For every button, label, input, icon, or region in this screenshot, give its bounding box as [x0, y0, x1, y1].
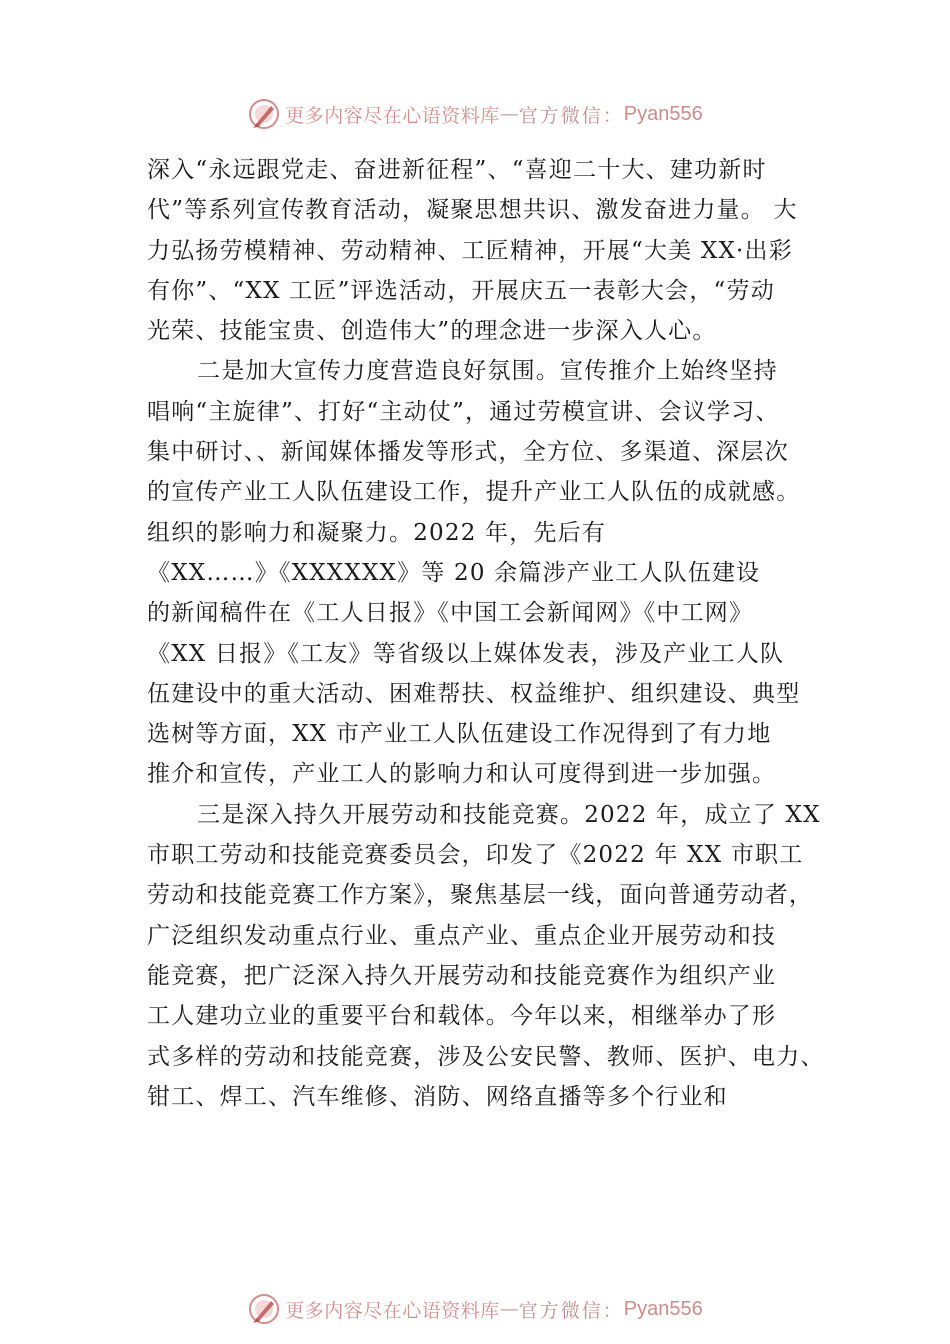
text-line: 力弘扬劳模精神、劳动精神、工匠精神，开展“大美 XX·出彩	[147, 237, 793, 264]
pen-nib-circle-icon	[247, 97, 281, 131]
text-line: 组织的影响力和凝聚力。2022 年，先后有	[147, 519, 607, 546]
watermark-wechat-id: Pyan556	[623, 1297, 703, 1320]
paragraph-start-line: 三是深入持久开展劳动和技能竞赛。2022 年，成立了 XX	[197, 801, 821, 828]
text-line: 《XX……》《XXXXXX》等 20 余篇涉产业工人队伍建设	[147, 559, 761, 586]
text-line: 选树等方面，XX 市产业工人队伍建设工作况得到了有力地	[147, 721, 772, 748]
text-line: 深入“永远跟党走、奋进新征程”、“喜迎二十大、建功新时	[147, 157, 767, 183]
text-line: 伍建设中的重大活动、困难帮扶、权益维护、组织建设、典型	[147, 680, 801, 707]
text-line: 有你”、“XX 工匠”评选活动，开展庆五一表彰大会，“劳动	[147, 277, 775, 304]
watermark-separator: —	[499, 1298, 519, 1320]
header-watermark	[0, 94, 950, 134]
watermark-brand: 更多内容尽在心语资料库	[285, 104, 500, 127]
text-line: 劳动和技能竞赛工作方案》，聚焦基层一线，面向普通劳动者，	[147, 882, 814, 909]
watermark-wechat-id: Pyan556	[623, 102, 703, 125]
text-line: 推介和宣传，产业工人的影响力和认可度得到进一步加强。	[147, 761, 777, 788]
text-line: 市职工劳动和技能竞赛委员会，印发了《2022 年 XX 市职工	[147, 842, 804, 869]
text-line: 式多样的劳动和技能竞赛，涉及公安民警、教师、医护、电力、	[147, 1043, 825, 1070]
text-line: 的新闻稿件在《工人日报》《中国工会新闻网》《中工网》	[147, 600, 754, 627]
text-line: 《XX 日报》《工友》等省级以上媒体发表，涉及产业工人队	[147, 640, 785, 667]
watermark-separator: —	[499, 103, 519, 125]
text-line: 光荣、技能宝贵、创造伟大”的理念进一步深入人心。	[147, 318, 717, 345]
paragraph-start-line: 二是加大宣传力度营造良好氛围。宣传推介上始终坚持	[197, 358, 778, 385]
text-line: 能竞赛，把广泛深入持久开展劳动和技能竞赛作为组织产业	[147, 962, 777, 989]
footer-watermark	[0, 1289, 950, 1329]
text-line: 的宣传产业工人队伍建设工作，提升产业工人队伍的成就感。	[147, 479, 801, 506]
watermark-label: 官方微信：	[518, 104, 624, 127]
text-line: 唱响“主旋律”、打好“主动仗”，通过劳模宣讲、会议学习、	[147, 398, 780, 425]
text-line: 广泛组织发动重点行业、重点产业、重点企业开展劳动和技	[147, 922, 777, 949]
pen-nib-circle-icon	[247, 1292, 281, 1326]
text-line: 工人建功立业的重要平台和载体。今年以来，相继举办了形	[147, 1003, 777, 1030]
watermark-brand: 更多内容尽在心语资料库	[285, 1299, 500, 1322]
document-body	[147, 150, 847, 1117]
text-line: 代”等系列宣传教育活动，凝聚思想共识、激发奋进力量。 大	[147, 197, 798, 224]
text-line: 钳工、焊工、汽车维修、消防、网络直播等多个行业和	[147, 1083, 728, 1110]
text-line: 集中研讨、、新闻媒体播发等形式，全方位、多渠道、深层次	[147, 439, 789, 466]
watermark-label: 官方微信：	[518, 1299, 624, 1322]
